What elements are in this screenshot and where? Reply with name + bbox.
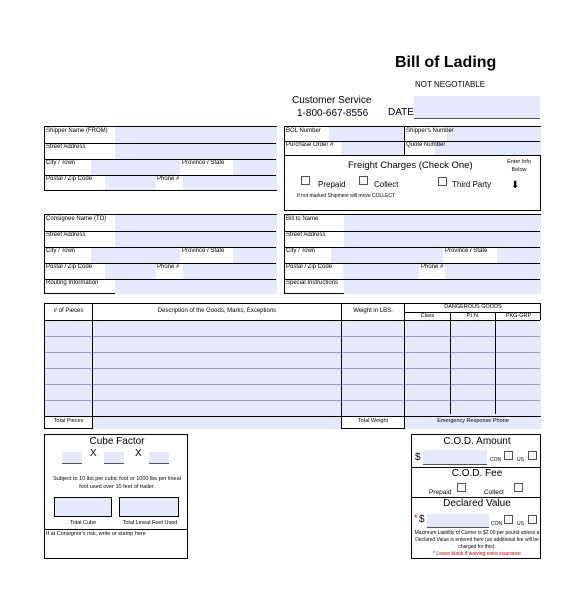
shipper-street-label: Street Address [46,144,86,150]
date-field[interactable] [414,96,540,119]
not-marked-note: If not marked Shipment will move COLLECT [297,193,396,199]
cod-fee-collect-checkbox[interactable] [514,483,523,492]
special-instructions-label: Special Instructions [286,280,339,286]
bill-to-section [284,214,541,294]
declared-us-label: US [517,521,524,527]
bill-to-postal-field[interactable] [343,263,419,279]
consignee-city-label: City / Town [46,248,76,254]
cod-amount-us-checkbox[interactable] [528,451,537,460]
weight-header: Weight in LBS. [353,308,393,314]
consignee-province-label: Province / State [182,248,225,254]
po-number-field[interactable] [341,141,404,155]
shipper-section [44,126,277,191]
cube-factor-section [44,434,188,559]
bill-to-street-label: Street Address [286,232,326,238]
total-cube-label: Total Cube [69,520,97,526]
total-lineal-field[interactable] [119,497,179,517]
declared-con-checkbox[interactable] [504,515,513,524]
below-label: Below [511,167,527,173]
shippers-number-label: Shipper's Number [406,128,454,134]
shipper-province-field[interactable] [233,159,277,175]
consignor-risk-label: If at Consignor's risk, write or stamp here [46,531,146,537]
cube-width-field[interactable] [104,452,124,464]
shippers-number-field[interactable] [447,127,541,141]
bol-section [284,126,541,211]
consignee-street-field[interactable] [115,231,277,247]
declared-star: * [414,513,418,523]
date-label: DATE [388,107,414,118]
declared-dollar: $ [419,514,425,525]
consignee-phone-field[interactable] [183,263,277,279]
consignee-phone-label: Phone # [157,264,180,270]
shipper-phone-field[interactable] [183,175,277,190]
total-pieces-label: Total Pieces [53,418,84,424]
collect-label: Collect [374,180,399,189]
routing-label: Routing Information [46,280,99,286]
special-instructions-field[interactable] [344,279,541,294]
cube-length-field[interactable] [62,452,82,464]
shipper-city-label: City / Town [46,160,76,166]
prepaid-label: Prepaid [318,180,346,189]
consignee-section [44,214,277,294]
pieces-header: # of Pieces [53,308,84,314]
cod-amount-title: C.O.D. Amount [443,436,511,447]
cod-section [411,434,541,559]
shipper-phone-label: Phone # [157,176,180,182]
shipper-postal-field[interactable] [105,175,156,190]
total-pieces-field[interactable] [93,417,341,429]
goods-table [44,303,541,429]
consignee-city-field[interactable] [91,247,180,263]
bol-number-label: BOL Number [286,128,321,134]
enter-info-label: Enter Info [507,159,531,165]
cod-fee-collect-label: Collect [484,489,504,496]
third-party-label: Third Party [452,180,492,189]
cod-fee-title: C.O.D. Fee [451,468,503,479]
bol-number-field[interactable] [329,127,404,141]
cube-x-1: X [90,448,97,459]
cod-amount-dollar: $ [415,452,421,463]
routing-field[interactable] [115,279,277,294]
customer-service-phone: 1-800-667-8556 [297,108,369,119]
document-title: Bill of Lading [395,54,497,71]
bill-to-name-label: Bill to Name [286,216,319,222]
bill-to-city-label: City / Town [286,248,316,254]
cod-amount-field[interactable] [423,450,487,465]
consignee-province-field[interactable] [233,247,277,263]
cod-amount-us-label: US [517,457,524,463]
quote-number-label: Quote Number [406,142,446,148]
bill-to-street-field[interactable] [344,231,541,247]
consignee-street-label: Street Address [46,232,86,238]
cod-fee-prepaid-label: Prepaid [429,489,452,496]
arrow-down-icon: ⬇ [511,180,520,191]
bill-to-city-field[interactable] [331,247,443,263]
cod-fee-prepaid-checkbox[interactable] [457,483,466,492]
customer-service-label: Customer Service [292,95,372,106]
cube-factor-title: Cube Factor [89,436,145,447]
shipper-city-field[interactable] [91,159,180,175]
shipper-name-field[interactable] [115,127,277,143]
cube-note: Subject to 10 lbs per cubic foot or 1000 lbs per lineal foot used over 10 feet of trailer. [53,476,181,490]
bill-to-province-field[interactable] [497,247,541,263]
consignee-postal-field[interactable] [105,263,156,279]
quote-number-field[interactable] [435,141,541,155]
dangerous-goods-header: DANGEROUS GOODS [444,304,502,310]
pin-header: P.I.N. [466,313,480,319]
declared-value-title: Declared Value [443,498,511,509]
cube-x-2: X [135,448,142,459]
total-cube-field[interactable] [54,497,112,517]
cod-amount-con-checkbox[interactable] [504,451,513,460]
prepaid-checkbox[interactable] [301,176,310,185]
total-weight-label: Total Weight [357,418,389,424]
shipper-name-label: Shipper Name (FROM) [46,128,108,134]
leave-blank-note: * Leave blank if waiving extra insurance [433,551,521,557]
declared-value-field[interactable] [427,514,489,528]
third-party-checkbox[interactable] [438,177,447,186]
freight-charges-label: Freight Charges (Check One) [348,160,473,171]
total-lineal-label: Total Lineal Feet Used [122,520,178,526]
cube-height-field[interactable] [149,452,169,464]
shipper-province-label: Province / State [182,160,225,166]
shipper-postal-label: Postal / Zip Code [46,176,93,182]
bill-to-phone-label: Phone # [421,264,444,270]
class-header: Class [420,313,435,319]
bill-to-province-label: Province / State [445,248,488,254]
collect-checkbox[interactable] [359,176,368,185]
po-number-label: Purchase Order # [286,142,334,148]
declared-con-label: CON [491,521,503,527]
consignee-name-label: Consignee Name (TO) [46,216,107,222]
description-header: Description of the Goods, Marks, Exceptions [157,308,277,314]
max-liability-note: Maximum Liability of Carrier is $2.00 per pound unless a Declared Value is entered here (an additional fee will be charged for this). [414,530,540,550]
bill-to-postal-label: Postal / Zip Code [286,264,333,270]
emergency-phone-label: Emergency Response Phone [437,418,509,424]
pkg-grp-header: PKG-GRP [505,313,532,319]
shipper-street-field[interactable] [115,143,277,159]
bill-to-phone-field[interactable] [445,263,541,279]
consignee-name-field[interactable] [115,215,277,231]
cod-amount-con-label: CON [490,457,502,463]
not-negotiable-label: NOT NEGOTIABLE [415,80,486,89]
consignee-postal-label: Postal / Zip Code [46,264,93,270]
bill-to-name-field[interactable] [344,215,541,231]
declared-us-checkbox[interactable] [528,515,537,524]
